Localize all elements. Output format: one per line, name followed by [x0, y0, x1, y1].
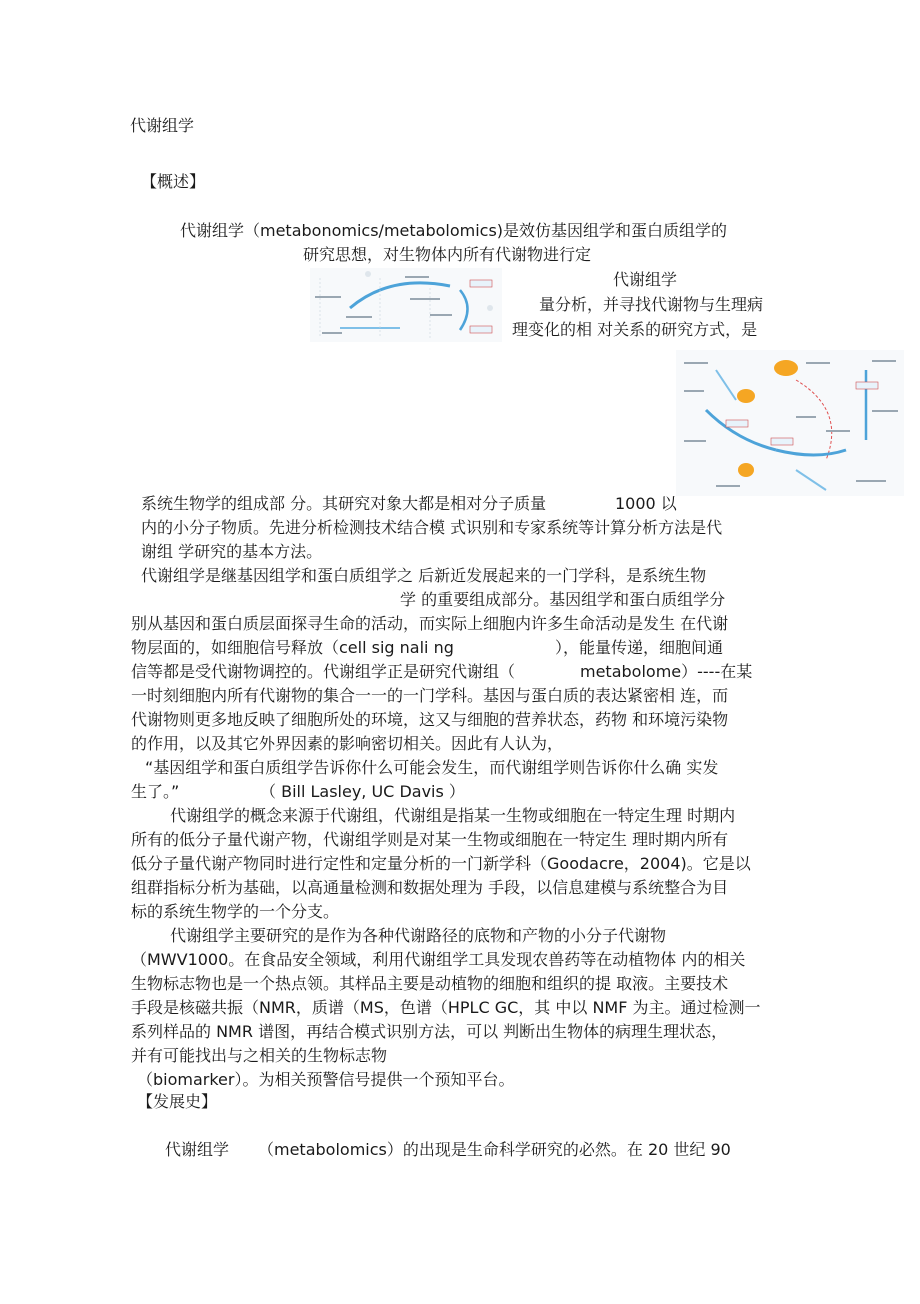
metabolite-node	[774, 360, 798, 376]
text-line: 研究思想，对生物体内所有代谢物进行定	[303, 245, 592, 264]
text-line: 谢组 学研究的基本方法。	[141, 542, 323, 561]
text-line: 代谢组学是继基因组学和蛋白质组学之 后新近发展起来的一门学科，是系统生物	[141, 566, 707, 585]
text-line: 低分子量代谢产物同时进行定性和定量分析的一门新学科（Goodacre，2004)。它是以	[131, 854, 751, 873]
doc-title: 代谢组学	[130, 116, 195, 135]
text-line: 信等都是受代谢物调控的。代谢组学正是研究代谢组（	[131, 662, 516, 681]
figure-label: 代谢组学	[613, 270, 678, 289]
text-line: 标的系统生物学的一个分支。	[131, 902, 340, 921]
text-line: 学 的重要组成部分。基因组学和蛋白质组学分	[400, 590, 726, 609]
text-line: 物层面的，如细胞信号释放（cell sig nali ng	[131, 638, 454, 657]
metabolite-node	[737, 389, 755, 403]
metabolite-node	[738, 463, 754, 477]
text-line: （MWV1000。在食品安全领域，利用代谢组学工具发现农兽药等在动植物体 内的相关	[131, 950, 746, 969]
pathway-figure-1	[310, 268, 502, 342]
text-line: 代谢组学的概念来源于代谢组，代谢组是指某一生物或细胞在一特定生理 时期内	[170, 806, 736, 825]
text-line: 组群指标分析为基础，以高通量检测和数据处理为 手段，以信息建模与系统整合为目	[131, 878, 729, 897]
quote-line: “基因组学和蛋白质组学告诉你什么可能会发生，而代谢组学则告诉你什么确 实发	[145, 758, 719, 777]
text-line: 手段是核磁共振（NMR，质谱（MS，色谱（HPLC GC，其 中以 NMF 为主。通过检测一	[131, 998, 761, 1017]
text-line: 1000 以	[615, 494, 677, 513]
pathway-figure-2	[676, 350, 904, 496]
text-line: 所有的低分子量代谢产物，代谢组学则是对某一生物或细胞在一特定生 理时期内所有	[131, 830, 729, 849]
text-line: 理变化的相 对关系的研究方式，是	[512, 320, 758, 339]
text-line: 并有可能找出与之相关的生物标志物	[131, 1046, 388, 1065]
text-line: 量分析，并寻找代谢物与生理病	[539, 295, 764, 314]
text-line: 内的小分子物质。先进分析检测技术结合模 式识别和专家系统等计算分析方法是代	[141, 518, 723, 537]
text-line: （biomarker）。为相关预警信号提供一个预知平台。	[137, 1070, 515, 1089]
text-line: 系列样品的 NMR 谱图，再结合模式识别方法，可以 判断出生物体的病理生理状态，	[131, 1022, 728, 1041]
pathway-arrow	[460, 290, 468, 330]
text-line: metabolome）----在某	[580, 662, 753, 681]
text-line: 代谢物则更多地反映了细胞所处的环境，这又与细胞的营养状态，药物 和环境污染物	[131, 710, 729, 729]
pathway-arrow	[776, 450, 846, 455]
quote-attribution: （ Bill Lasley, UC Davis ）	[260, 782, 465, 801]
text-line: 一时刻细胞内所有代谢物的集合一一的一门学科。基因与蛋白质的表达紧密相 连，而	[131, 686, 729, 705]
text-line: 代谢组学（metabonomics/metabolomics)是效仿基因组学和蛋白质组学的	[180, 221, 728, 240]
pathway-arrow	[716, 370, 736, 400]
text-line: 的作用，以及其它外界因素的影响密切相关。因此有人认为，	[131, 734, 564, 753]
heading-history: 【发展史】	[137, 1092, 218, 1111]
text-line: 系统生物学的组成部 分。其研究对象大都是相对分子质量	[141, 494, 547, 513]
heading-overview: 【概述】	[141, 172, 206, 191]
pathway-arrow	[796, 470, 826, 490]
pathway-arrow	[706, 410, 776, 450]
text-line: 别从基因和蛋白质层面探寻生命的活动，而实际上细胞内许多生命活动是发生 在代谢	[131, 614, 729, 633]
text-line: 生物标志物也是一个热点领。其样品主要是动植物的细胞和组织的提 取液。主要技术	[131, 974, 729, 993]
regulation-link	[796, 380, 832, 460]
text-line: 代谢组学	[165, 1140, 230, 1159]
text-line: 代谢组学主要研究的是作为各种代谢路径的底物和产物的小分子代谢物	[170, 926, 667, 945]
quote-line: 生了。”	[131, 782, 180, 801]
text-line: （metabolomics）的出现是生命科学研究的必然。在 20 世纪 90	[258, 1140, 731, 1159]
text-line: ），能量传递，细胞间通	[555, 638, 724, 657]
pathway-arrow	[350, 283, 450, 308]
